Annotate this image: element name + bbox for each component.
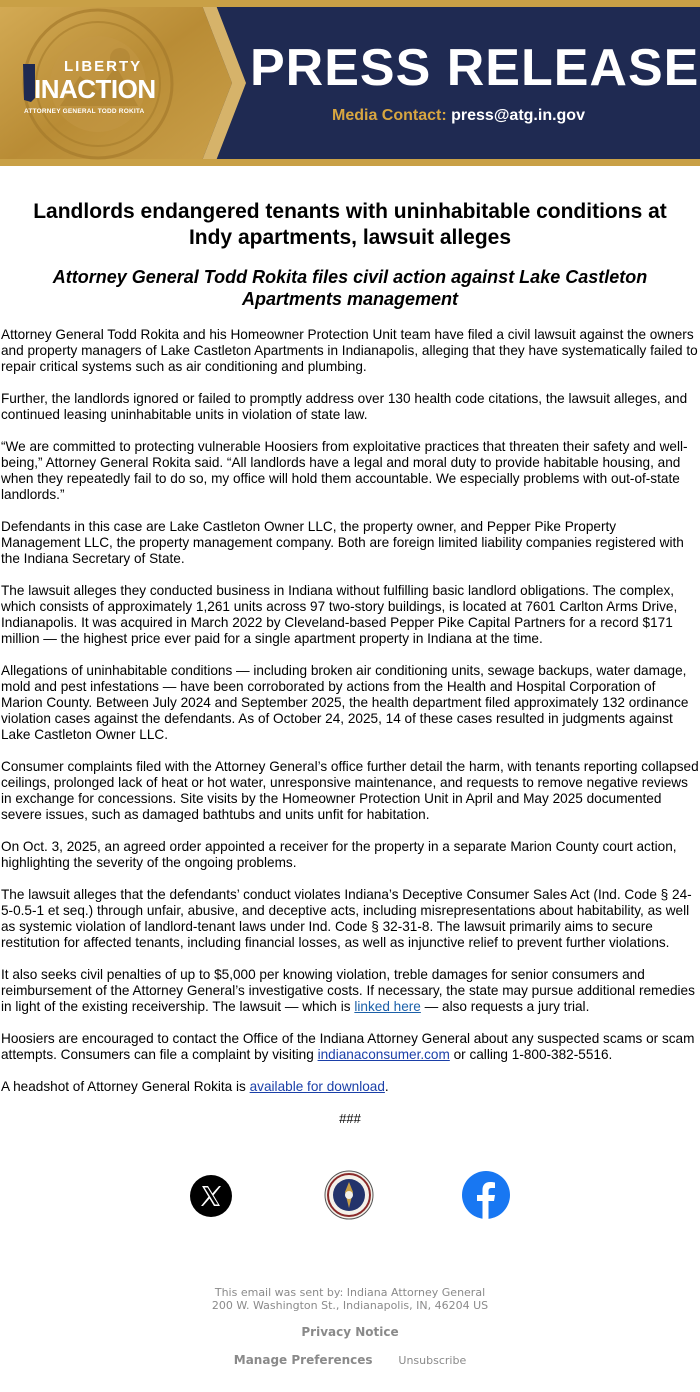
social-links <box>0 1170 700 1222</box>
subheadline: Attorney General Todd Rokita files civil action against Lake Castleton Apartments management <box>52 267 648 309</box>
paragraph <box>1 967 699 1015</box>
x-icon[interactable] <box>190 1175 232 1217</box>
logo-subtitle: ATTORNEY GENERAL TODD ROKITA <box>24 108 145 115</box>
press-release-title: PRESS RELEASE <box>250 39 700 97</box>
lawsuit-link[interactable]: linked here <box>354 999 421 1014</box>
logo-in: IN <box>34 74 59 104</box>
indianaconsumer-link[interactable]: indianaconsumer.com <box>317 1047 450 1062</box>
paragraph: On Oct. 3, 2025, an agreed order appointed a receiver for the property in a separate Marion County court action, highlighting the severity of the ongoing problems. <box>1 839 677 870</box>
paragraph: Allegations of uninhabitable conditions — including broken air conditioning units, sewage backups, water damage, mold and pest infestations — have been corroborated by actions from the Health and Hospital Corporation of Marion County. Between July 2024 and September 2025, the health department filed approximately 132 ordinance violation cases against the defendants. As of October 24, 2025, 14 of these cases resulted in judgments against Lake Castleton Owner LLC. <box>1 663 689 742</box>
footer-links <box>0 1353 700 1367</box>
headline: Landlords endangered tenants with uninhabitable conditions at Indy apartments, lawsuit alleges <box>33 200 667 249</box>
paragraph-text: Hoosiers are encouraged to contact the Office of the Indiana Attorney General about any suspected scams or scam attempts. Consumers can file a complaint by visiting <box>1 1031 695 1062</box>
media-contact <box>332 107 585 125</box>
paragraph-text: . <box>384 1079 389 1094</box>
paragraph-text: — also requests a jury trial. <box>420 999 590 1014</box>
paragraph: The lawsuit alleges they conducted business in Indiana without fulfilling basic landlord obligations. The complex, which consists of approximately 1,261 units across 97 two-story buildings, is located at 7601 Carlton Arms Drive, Indianapolis. It was acquired in March 2022 by Cleveland-based Pepper Pike Capital Partners for a record $171 million — the highest price ever paid for a single apartment property in Indiana at the time. <box>1 583 678 646</box>
manage-preferences-link[interactable]: Manage Preferences <box>233 1353 373 1367</box>
media-contact-email: press@atg.in.gov <box>451 107 585 124</box>
footer-sent-by: This email was sent by: Indiana Attorney General <box>214 1286 486 1299</box>
paragraph <box>1 1031 699 1063</box>
end-mark: ### <box>339 1111 361 1126</box>
paragraph: Attorney General Todd Rokita and his Homeowner Protection Unit team have filed a civil lawsuit against the owners and property managers of Lake Castleton Apartments in Indianapolis, alleging that they have systematically failed to repair critical systems such as air conditioning and plumbing. <box>1 327 698 374</box>
indiana-ag-seal-icon[interactable] <box>324 1170 374 1220</box>
article-body <box>1 327 699 1143</box>
press-release-banner <box>0 0 700 166</box>
unsubscribe-link[interactable]: Unsubscribe <box>398 1354 467 1367</box>
paragraph: The lawsuit alleges that the defendants’ conduct violates Indiana’s Deceptive Consumer Sales Act (Ind. Code § 24-5-0.5-1 et seq.) through unfair, abusive, and deceptive acts, including misrepresentations about habitability, as well as systemic violation of landlord-tenant laws under Ind. Code § 32-31-8. The lawsuit primarily aims to secure restitution for affected tenants, including financial losses, as well as injunctive relief to prevent further violations. <box>1 887 692 950</box>
paragraph-text: A headshot of Attorney General Rokita is <box>1 1079 250 1094</box>
paragraph-text: It also seeks civil penalties of up to $5,000 per knowing violation, treble damages for senior consumers and reimbursement of the Attorney General’s investigative costs. If necessary, the state may pursue additional remedies in light of the existing receivership. The lawsuit — which is <box>1 967 695 1014</box>
headshot-download-link[interactable]: available for download <box>249 1079 385 1094</box>
media-contact-label: Media Contact: <box>332 107 447 124</box>
paragraph: Consumer complaints filed with the Attorney General’s office further detail the harm, with tenants reporting collapsed ceilings, prolonged lack of heat or hot water, unresponsive maintenance, and requests to remove negative reviews in exchange for concessions. Site visits by the Homeowner Protection Unit in April and May 2025 documented severe issues, such as damaged bathtubs and units unfit for habitation. <box>1 759 699 822</box>
logo-inaction-text <box>34 74 156 105</box>
privacy-notice-link[interactable]: Privacy Notice <box>301 1325 399 1339</box>
paragraph: Further, the landlords ignored or failed to promptly address over 130 health code citations, the lawsuit alleges, and continued leasing uninhabitable units in violation of state law. <box>1 391 688 422</box>
logo-liberty-text: LIBERTY <box>64 58 143 75</box>
liberty-in-action-logo <box>22 58 182 118</box>
facebook-icon[interactable] <box>461 1170 511 1220</box>
footer-address: 200 W. Washington St., Indianapolis, IN, 46204 US <box>211 1299 489 1312</box>
logo-action: ACTION <box>59 74 156 104</box>
paragraph: Defendants in this case are Lake Castleton Owner LLC, the property owner, and Pepper Pike Property Management LLC, the property management company. Both are foreign limited liability companies registered with the Indiana Secretary of State. <box>1 519 684 566</box>
paragraph-text: or calling 1-800-382-5516. <box>449 1047 613 1062</box>
paragraph-quote: “We are committed to protecting vulnerable Hoosiers from exploitative practices that threaten their safety and well-being,” Attorney General Rokita said. “All landlords have a legal and moral duty to provide habitable housing, and when they repeatedly fail to do so, my office will hold them accountable. We especially problems with out-of-state landlords.” <box>1 439 688 502</box>
footer-sender-info <box>0 1286 700 1312</box>
paragraph <box>1 1079 699 1095</box>
